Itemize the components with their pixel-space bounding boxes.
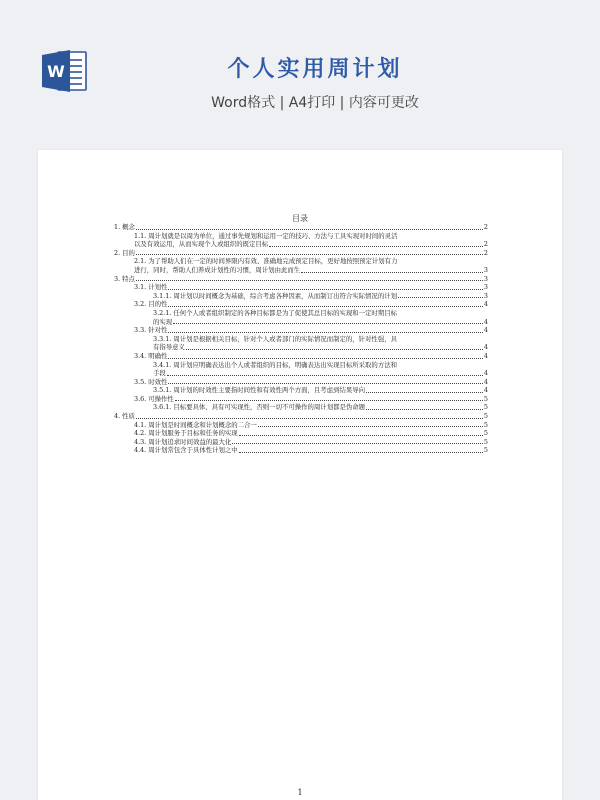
toc-entry[interactable] xyxy=(114,412,488,421)
toc-leader-dots xyxy=(366,409,483,410)
toc-leader-dots xyxy=(173,323,483,324)
toc-page-number: 3 xyxy=(483,283,488,292)
toc-leader-dots xyxy=(167,375,483,376)
toc-entry-text: 3.5.1. 周计划的时效性主要指时间性和有效性两个方面，且考虑到结果导向 xyxy=(153,386,366,395)
toc-entry-text-continued: 以及有效运用，从而实现个人或组织的既定目标 xyxy=(134,240,269,249)
toc-leader-dots xyxy=(232,443,483,444)
toc-entry-text: 1.1. 周计划就是以周为单位，通过事先规划和运用一定的技巧、方法与工具实现对时间的灵活 xyxy=(134,231,398,240)
toc-entry[interactable] xyxy=(114,326,488,335)
toc-entry-text: 3.1.1. 周计划以时间概念为基础，综合考虑各种因素，从而制订出符合实际情况的计划 xyxy=(153,291,397,300)
toc-entry-text: 3.1. 计划性 xyxy=(134,283,168,292)
toc-leader-dots xyxy=(136,229,483,230)
toc-page-number: 4 xyxy=(483,343,488,352)
toc-page-number: 2 xyxy=(483,240,488,249)
toc-entry-text: 1. 概念 xyxy=(114,223,135,231)
toc-entry[interactable] xyxy=(114,386,488,395)
toc-leader-dots xyxy=(136,254,483,255)
toc-page-number: 4 xyxy=(483,369,488,378)
toc-entry-text: 3.2. 目的性 xyxy=(134,300,168,309)
toc-page-number: 4 xyxy=(483,300,488,309)
toc-page-number: 5 xyxy=(483,394,488,403)
toc-page-number: 2 xyxy=(483,248,488,257)
toc-leader-dots xyxy=(168,332,483,333)
toc-entry-text: 3.6.1. 目标要具体、具有可实现性，否则一切不可操作的周计划都是伪命题 xyxy=(153,403,366,412)
toc-entry-text: 3.2.1. 任何个人或者组织制定的各种目标都是为了促使其总目标的实现和一定时期目标 xyxy=(153,308,397,317)
toc-page-number: 5 xyxy=(483,437,488,446)
toc-entry-text: 4.3. 周计划追求时间效益的最大化 xyxy=(134,437,232,446)
toc-page-number: 4 xyxy=(483,351,488,360)
toc-entry[interactable] xyxy=(114,300,488,309)
toc-entry[interactable] xyxy=(114,257,488,274)
toc-entry[interactable] xyxy=(114,283,488,292)
toc-entry[interactable] xyxy=(114,232,488,249)
toc-leader-dots xyxy=(301,272,483,273)
toc-entry[interactable] xyxy=(114,429,488,438)
toc-entry-text-continued: 手段 xyxy=(153,369,166,378)
toc-entry[interactable] xyxy=(114,335,488,352)
toc-leader-dots xyxy=(258,426,483,427)
toc-entry-text-continued: 的实现 xyxy=(153,317,173,326)
toc-entry[interactable] xyxy=(114,378,488,387)
toc-entry-text-continued: 进行，同时，帮助人们养成计划性的习惯，周计划由此而生 xyxy=(134,265,301,274)
toc-page-number: 5 xyxy=(483,420,488,429)
toc-leader-dots xyxy=(269,246,483,247)
toc-leader-dots xyxy=(186,349,483,350)
toc-entry[interactable] xyxy=(114,403,488,412)
toc-entry[interactable] xyxy=(114,446,488,455)
toc-page-number: 3 xyxy=(483,265,488,274)
toc-page-number: 4 xyxy=(483,317,488,326)
toc-page-number: 5 xyxy=(483,446,488,455)
toc-page-number: 3 xyxy=(483,291,488,300)
toc-leader-dots xyxy=(168,306,483,307)
toc-heading: 目录 xyxy=(292,214,308,223)
toc-entry-text: 3.3. 针对性 xyxy=(134,326,168,335)
toc-leader-dots xyxy=(136,418,483,419)
toc-page-number: 3 xyxy=(483,274,488,283)
toc-page-number: 4 xyxy=(483,326,488,335)
toc-entry[interactable] xyxy=(114,292,488,301)
toc-leader-dots xyxy=(168,383,483,384)
toc-entry[interactable] xyxy=(114,421,488,430)
toc-page-number: 2 xyxy=(483,223,488,231)
toc-leader-dots xyxy=(239,435,483,436)
toc-entry[interactable] xyxy=(114,275,488,284)
toc-entry[interactable] xyxy=(114,361,488,378)
toc-entry-text: 2. 目的 xyxy=(114,248,135,257)
toc-entry-text: 4.1. 周计划是时间概念和计划概念的二合一 xyxy=(134,420,257,429)
document-page xyxy=(38,150,562,800)
toc-entry-text: 3.4. 明确性 xyxy=(134,351,168,360)
toc-entry[interactable] xyxy=(114,223,488,232)
word-logo-letter: W xyxy=(47,62,65,81)
toc-page-number: 5 xyxy=(483,429,488,438)
toc-leader-dots xyxy=(239,452,483,453)
toc-leader-dots xyxy=(175,400,483,401)
toc-entry-text: 4.2. 周计划服务于目标和任务的实现 xyxy=(134,429,238,438)
toc-leader-dots xyxy=(136,280,483,281)
toc-entry-text: 3. 特点 xyxy=(114,274,135,283)
toc-entry[interactable] xyxy=(114,309,488,326)
toc-entry-text: 3.3.1. 周计划是根据相关目标，针对个人或者部门的实际情况而制定的，针对性强，具 xyxy=(153,334,397,343)
toc-entry-text-continued: 有指导意义 xyxy=(153,343,185,352)
toc-entry-text: 4.4. 周计划常包含于具体性计划之中 xyxy=(134,446,238,455)
toc-entry-text: 3.5. 时效性 xyxy=(134,377,168,386)
page-title: 个人实用周计划 xyxy=(227,57,403,82)
toc-leader-dots xyxy=(398,297,483,298)
toc-leader-dots xyxy=(168,358,483,359)
page-number: 1 xyxy=(297,788,303,797)
toc-entry-text: 3.4.1. 周计划应明确表达出个人或者组织的目标，明确表达出实现目标所采取的方法和 xyxy=(153,360,397,369)
page-subtitle: Word格式 | A4打印 | 内容可更改 xyxy=(211,95,419,111)
toc-entry[interactable] xyxy=(114,352,488,361)
toc-entry-text: 3.6. 可操作性 xyxy=(134,394,174,403)
toc-page-number: 4 xyxy=(483,386,488,395)
toc-leader-dots xyxy=(168,289,483,290)
table-of-contents xyxy=(114,223,488,455)
header xyxy=(0,0,600,150)
toc-page-number: 5 xyxy=(483,403,488,412)
toc-leader-dots xyxy=(366,392,483,393)
toc-entry-text: 4. 性质 xyxy=(114,412,135,421)
toc-page-number: 4 xyxy=(483,377,488,386)
toc-page-number: 5 xyxy=(483,412,488,421)
toc-entry-text: 2.1. 为了帮助人们在一定的时间界限内有效、准确地完成预定目标，更好地按照预定计划有力 xyxy=(134,257,398,266)
